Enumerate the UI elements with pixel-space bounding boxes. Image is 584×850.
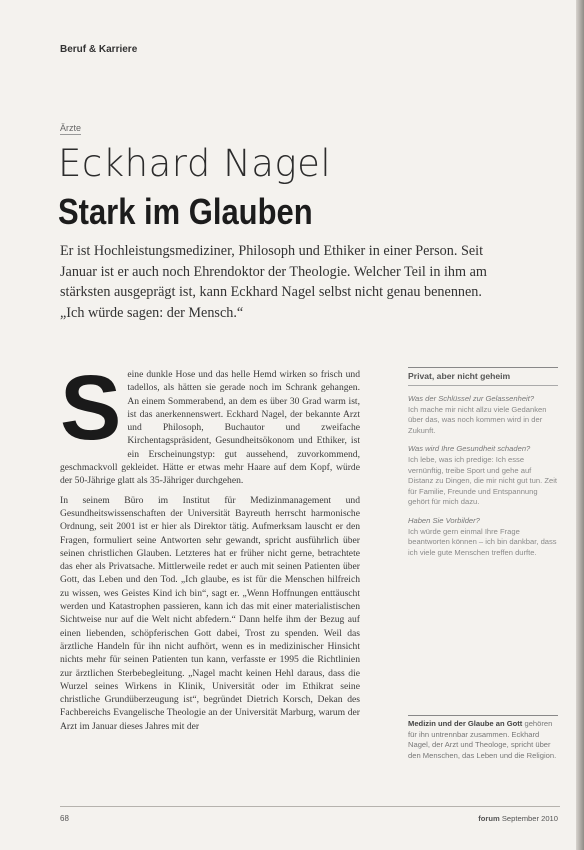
paragraph-1-text: eine dunkle Hose und das helle Hemd wirken so frisch und tadellos, als hätten sie gerade noch im Schrank gehangen. An einem Sommerabend, an dem es über 30 Grad warm ist, ist das anerkennenswert. Eckhard Nagel, der bekannte Arzt und Philosoph, Buchautor und zweifache Kirchentagspräsident, Gesundheitsökonom und Ethiker, ist ein Erscheinungstyp: gut aussehend, zuvorkommend, geschmackvoll gekleidet. Hätte er etwas mehr Haare auf dem Kopf, würde der 50-Jährige glatt als 35-Jähriger durchgehen.: [60, 369, 360, 487]
footer-credit: [478, 814, 558, 823]
sidebar-answer: Ich lebe, was ich predige: Ich esse vernünftig, treibe Sport und gehe auf Distanz zu Dingen, die mir nicht gut tun. Zeit für Familie, Freunde und Entspannung gehört für mich dazu.: [408, 454, 557, 507]
sidebar-question: Was wird Ihre Gesundheit schaden?: [408, 444, 531, 454]
dropcap: S: [60, 357, 122, 459]
paragraph-1: [60, 357, 360, 488]
article-body: [60, 357, 360, 739]
footer-rule: [60, 806, 560, 807]
sidebar-question: Was der Schlüssel zur Gelassenheit?: [408, 394, 535, 403]
sidebar-box: [408, 367, 558, 558]
sidebar-title: Privat, aber nicht geheim: [408, 367, 558, 386]
paragraph-2: In seinem Büro im Institut für Medizinmanagement und Gesundheitswissenschaften der Universität Bayreuth herrscht harmonische Ordnung, seit 2001 ist er hier als Direktor tätig. Aufmerksam lauscht er den Fragen, formuliert seine Antworten sehr gewandt, spricht ausführlich über seinen christlichen Glauben. Letzteres hat er früher nicht gerne, betrachtete das eher als Privatsache. Mittlerweile redet er auch mit seinen Patienten über Gott, das Leben und den Tod. „Ich glaube, es ist für die Menschen hilfreich zu wissen, wes Geistes Kind ich bin“, sagt er. „Wenn Hoffnungen enttäuscht werden und Katastrophen passieren, kann ich das mit einer materialistischen Sichtweise nur auf die Welt nicht abfedern.“ Dann helfe ihm der Bezug auf einen liebenden, schöpferischen Gott dabei, Trost zu spenden. Weil das ärztliche Handeln für ihn nicht aufhört, wenn es in medizinischer Hinsicht nichts mehr für seinen Patienten tun kann, verfasste er 1995 die Richtlinien zur ärztlichen Sterbebegleitung. „Nagel macht keinen Hehl daraus, dass die Wurzel seines Wirkens in Klinik, Universität oder im Ethikrat seine christliche Grundüberzeugung ist“, begründet Dietrich Korsch, Dekan des Fachbereichs Evangelische Theologie an der Universität Marburg, warum der Arzt im Januar dieses Jahres mit der: [60, 494, 360, 732]
sidebar-question: Haben Sie Vorbilder?: [408, 515, 480, 525]
issue-date: September 2010: [501, 814, 558, 823]
sidebar-answer: Ich mache mir nicht allzu viele Gedanken über das, was noch kommen wird in der Zukunft.: [408, 404, 547, 435]
magazine-name: forum: [478, 814, 500, 823]
article-lead: Er ist Hochleistungsmediziner, Philosoph und Ethiker in einer Person. Seit Januar ist er auch noch Ehrendoktor der Theologie. Welcher Teil in ihm am stärksten ausgeprägt ist, kann Eckhard Nagel selbst nicht genau benennen. „Ich würde sagen: der Mensch.“: [60, 243, 487, 321]
sidebar-item: [408, 394, 558, 436]
sidebar-answer: Ich würde gern einmal Ihre Frage beantworten können – ich bin dankbar, dass ich viele gute Menschen treffen durfte.: [408, 526, 557, 557]
page-edge-shadow: [576, 0, 584, 850]
article-kicker: Ärzte: [60, 123, 82, 133]
sidebar-item: [408, 516, 558, 558]
page-number: 68: [60, 814, 69, 823]
info-box-text: gehören für ihn untrennbar zusammen. Eckhard Nagel, der Arzt und Theologe, spricht über den Menschen, das Leben und die Religion.: [408, 719, 557, 760]
section-label: Beruf & Karriere: [60, 44, 138, 55]
info-box-bold: Medizin und der Glaube an Gott: [408, 719, 523, 728]
article-title-headline: Stark im Glauben: [58, 191, 313, 232]
article-title-name: Eckhard Nagel: [58, 142, 332, 185]
info-box: [408, 715, 558, 761]
sidebar-item: [408, 444, 558, 508]
